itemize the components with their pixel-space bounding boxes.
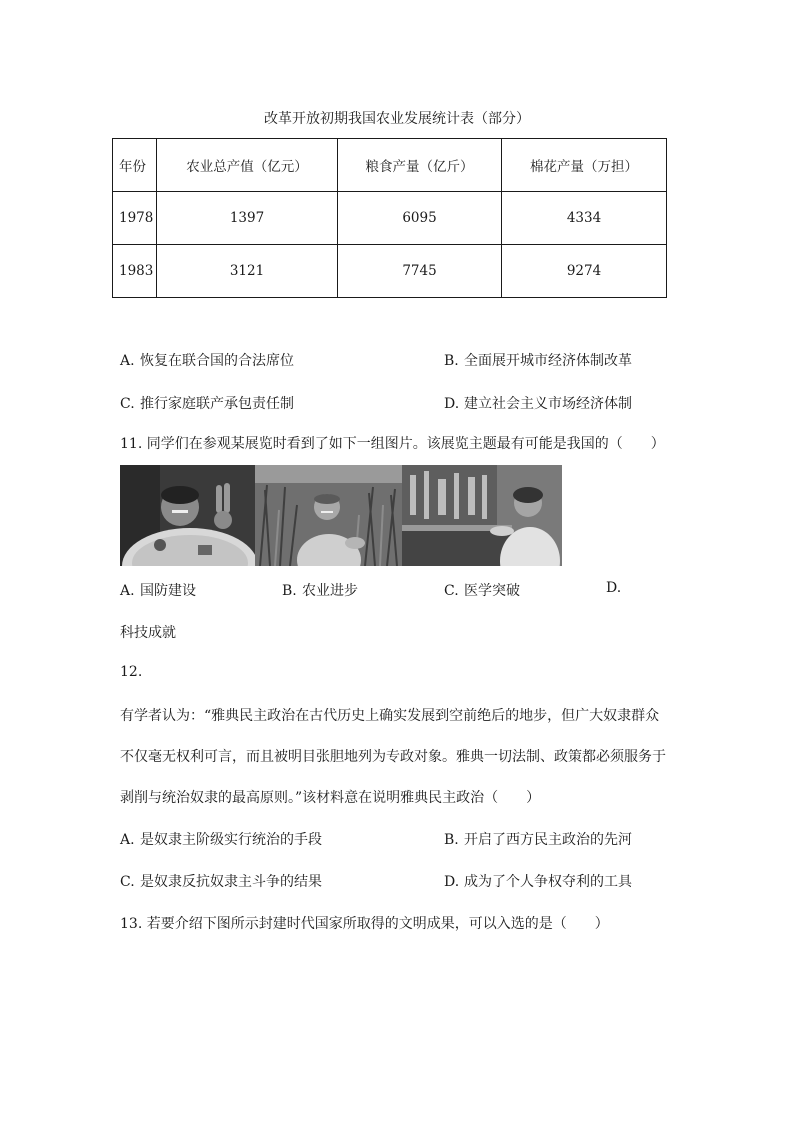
header-year: 年份	[113, 139, 157, 192]
q12-stem-line: 不仅毫无权利可言，而且被明目张胆地列为专政对象。雅典一切法制、政策都必须服务于	[120, 749, 666, 765]
agriculture-stats-table	[112, 138, 667, 298]
table-cell: 4334	[502, 192, 667, 245]
q10-option-d[interactable]: D. 建立社会主义市场经济体制	[444, 396, 632, 412]
table-header-row	[113, 139, 667, 192]
table-cell: 1983	[113, 245, 157, 298]
rice-field-photo	[255, 465, 402, 566]
q10-option-b[interactable]: B. 全面展开城市经济体制改革	[444, 353, 632, 369]
q10-option-c[interactable]: C. 推行家庭联产承包责任制	[120, 396, 294, 412]
q12-option-b[interactable]: B. 开启了西方民主政治的先河	[444, 832, 632, 848]
q12-stem-line: 剥削与统治奴隶的最高原则。”该材料意在说明雅典民主政治（ ）	[120, 790, 541, 806]
q13-stem: 13. 若要介绍下图所示封建时代国家所取得的文明成果，可以入选的是（ ）	[120, 916, 609, 932]
header-cotton-output: 棉花产量（万担）	[502, 139, 667, 192]
q12-option-d[interactable]: D. 成为了个人争权夺利的工具	[444, 874, 632, 890]
q12-number: 12.	[120, 664, 143, 680]
q11-stem: 11. 同学们在参观某展览时看到了如下一组图片。该展览主题最有可能是我国的（ ）	[120, 436, 665, 452]
header-agri-output: 农业总产值（亿元）	[157, 139, 338, 192]
q12-option-a[interactable]: A. 是奴隶主阶级实行统治的手段	[120, 832, 322, 848]
table-cell: 1978	[113, 192, 157, 245]
table-cell: 1397	[157, 192, 338, 245]
table-cell: 9274	[502, 245, 667, 298]
laboratory-photo	[402, 465, 562, 566]
table-title: 改革开放初期我国农业发展统计表（部分）	[264, 111, 530, 127]
astronaut-photo	[120, 465, 255, 566]
q11-option-c[interactable]: C. 医学突破	[444, 583, 520, 599]
q10-option-a[interactable]: A. 恢复在联合国的合法席位	[120, 353, 294, 369]
table-row	[113, 245, 667, 298]
q11-option-d[interactable]: D.	[606, 580, 622, 596]
table-row	[113, 192, 667, 245]
q11-option-d-text[interactable]: 科技成就	[120, 625, 176, 641]
q11-photo-strip	[120, 465, 562, 566]
q12-option-c[interactable]: C. 是奴隶反抗奴隶主斗争的结果	[120, 874, 322, 890]
q11-option-b[interactable]: B. 农业进步	[282, 583, 358, 599]
table-cell: 7745	[338, 245, 502, 298]
q11-option-a[interactable]: A. 国防建设	[120, 583, 196, 599]
q12-stem-line: 有学者认为：“雅典民主政治在古代历史上确实发展到空前绝后的地步，但广大奴隶群众	[120, 708, 660, 724]
table-cell: 6095	[338, 192, 502, 245]
header-grain-output: 粮食产量（亿斤）	[338, 139, 502, 192]
table-cell: 3121	[157, 245, 338, 298]
